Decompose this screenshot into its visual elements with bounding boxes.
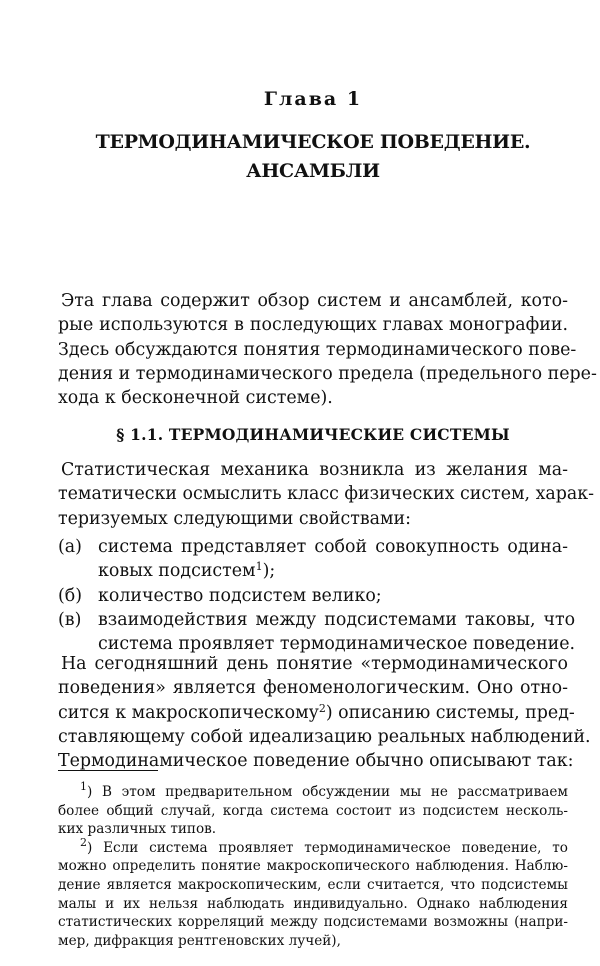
footnote-2-line: статистических корреляций между подсистемами возможны (напри- xyxy=(58,914,568,931)
footnote-ref-2[interactable]: 2 xyxy=(318,701,326,715)
footnotes xyxy=(58,780,568,950)
paragraph-line xyxy=(58,701,575,725)
list-line: количество подсистем велико; xyxy=(98,585,382,606)
chapter-title xyxy=(58,128,568,186)
section-paragraph-1 xyxy=(58,458,594,531)
list-marker: (б) xyxy=(58,585,83,606)
paragraph-line: На сегодняшний день понятие «термодинамического xyxy=(61,654,568,674)
list-line: система представляет собой совокупность одина- xyxy=(98,537,568,557)
list-line-text: ковых подсистем xyxy=(98,561,256,582)
footnote-2-line: малы и их нельзя наблюдать индивидуально. Однако наблюдения xyxy=(58,895,568,912)
section-paragraph-2 xyxy=(58,652,591,773)
intro-line: дения и термодинамического предела (предельного пере- xyxy=(58,363,597,384)
list-item-c xyxy=(58,608,576,657)
footnote-mark-1: 1 xyxy=(80,780,87,793)
paragraph-line: Термодинамическое поведение обычно описывают так: xyxy=(58,751,574,772)
book-page xyxy=(58,0,597,966)
list-line xyxy=(98,559,568,583)
paragraph-line: тематически осмыслить класс физических систем, харак- xyxy=(58,484,594,505)
footnote-2-line: можно определить понятие макроскопического наблюдения. Наблю- xyxy=(58,858,568,875)
intro-line: рые используются в последующих главах монографии. xyxy=(58,315,568,336)
paragraph-line: ставляющему собой идеализацию реальных наблюдений. xyxy=(58,726,591,747)
intro-line: Эта глава содержит обзор систем и ансамблей, кото- xyxy=(61,291,568,311)
footnote-1-line xyxy=(58,780,568,802)
list-marker: (а) xyxy=(58,537,82,557)
section-heading: § 1.1. ТЕРМОДИНАМИЧЕСКИЕ СИСТЕМЫ xyxy=(116,425,510,444)
intro-line: хода к бесконечной системе). xyxy=(58,388,333,409)
chapter-title-line-1: ТЕРМОДИНАМИЧЕСКОЕ ПОВЕДЕНИЕ. xyxy=(95,131,531,153)
list-line: система проявляет термодинамическое поведение. xyxy=(98,634,576,655)
footnote-1-line: ких различных типов. xyxy=(58,821,217,838)
chapter-title-line-2: АНСАМБЛИ xyxy=(246,160,380,182)
footnote-text: ) В этом предварительном обсуждении мы не рассматриваем xyxy=(87,784,568,800)
paragraph-line: поведения» является феноменологическим. Оно отно- xyxy=(58,678,568,699)
footnote-ref-1[interactable]: 1 xyxy=(255,560,263,574)
footnote-mark-2: 2 xyxy=(80,835,87,849)
paragraph-line-pre: сится к макроскопическому xyxy=(58,702,319,723)
list-item-b xyxy=(58,584,568,608)
list-marker: (в) xyxy=(58,609,82,630)
chapter-label: Глава 1 xyxy=(263,88,363,110)
list-line: взаимодействия между подсистемами таковы, что xyxy=(98,609,576,630)
intro-paragraph xyxy=(58,289,597,410)
list-item-a xyxy=(58,535,568,584)
footnote-text: ) Если система проявляет термодинамическое поведение, то xyxy=(87,839,568,856)
footnote-2-line xyxy=(58,835,568,858)
footnote-2-line: дение является макроскопическим, если считается, что подсистемы xyxy=(58,876,568,893)
intro-line: Здесь обсуждаются понятия термодинамического пове- xyxy=(58,339,577,360)
footnote-2-line: мер, дифракция рентгеновских лучей), xyxy=(58,932,341,949)
list-line-tail: ); xyxy=(262,561,276,582)
footnote-divider xyxy=(58,770,158,771)
paragraph-line-post: ) описанию системы, пред- xyxy=(325,702,575,723)
footnote-1-line: более общий случай, когда система состоит из подсистем несколь- xyxy=(58,802,568,819)
paragraph-line: Статистическая механика возникла из желания ма- xyxy=(61,460,568,480)
paragraph-line: теризуемых следующими свойствами: xyxy=(58,508,412,529)
properties-list xyxy=(58,535,576,656)
